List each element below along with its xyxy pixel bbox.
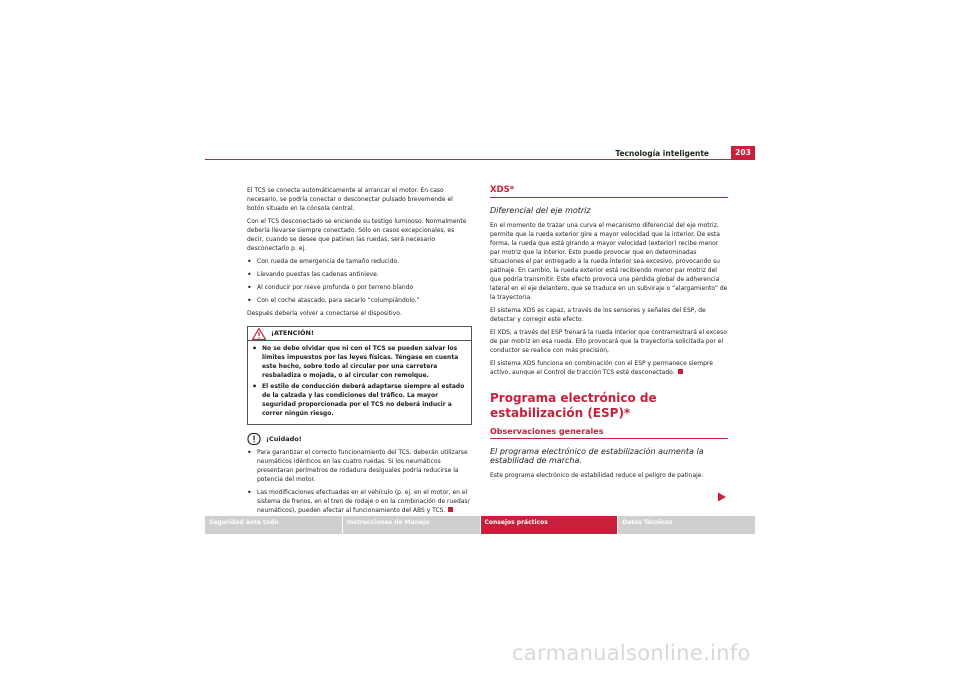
list-item [247,488,472,515]
chapter-heading-esp: Programa electrónico de estabilización (ESP)* [490,391,657,420]
caution-item-text: Las modificaciones efectuadas en el vehículo (p. ej. en el motor, en el sistema de frenos, en el tren de rodaje o en la combinación de ruedas/ neumáticos), pueden afectar al funcionamiento del ABS y TCS. [257,489,470,514]
section-heading-general: Observaciones generales [490,427,728,439]
paragraph: El sistema XDS es capaz, a través de los sensores y señales del ESP, de detectar y corregir este efecto. [490,307,706,323]
list-item: • Para garantizar el correcto funcionamiento del TCS, deberán utilizarse neumáticos idénticos en las cuatro ruedas. Si los neumáticos presentaran perímetros de rodadura desiguales podría reducirse la potencia del motor. [247,448,472,484]
paragraph: El XDS, a través del ESP frenará la rueda interior que contrarrestrará el exceso de par motriz en esa rueda. Ello provocará que la trayectoria solicitada por el conductor se realice con más precisión, [490,329,727,354]
paragraph: En el momento de trazar una curva el mecanismo diferencial del eje motriz, permite que la rueda exterior gire a mayor velocidad que la interior. De esta forma, la rueda que está girando a mayor velocidad (exterior) recibe menor par motriz que la interior. Esto puede provocar que en determinadas situaciones el par entregado a la rueda interior sea excesivo, provocando su patinaje. En cambio, la rueda exterior está recibiendo menor par motriz del que podría transmitir. Este efecto provoca una pérdida global de adherencia lateral en el eje delantero, que se traduce en un subviraje o “alargamiento” de la trayectoria. [490,222,728,301]
footer-tab-instrucciones[interactable]: Instrucciones de Manejo [343,516,481,534]
caution-title: ¡Cuidado! [266,434,302,443]
footer-tab-datos[interactable]: Datos Técnicos [622,519,673,526]
warning-list [252,344,467,418]
page-header [205,146,755,160]
list-item: • Al conducir por nieve profunda o por terreno blando [247,283,472,292]
paragraph: El TCS se conecta automáticamente al arrancar el motor. En caso necesario, se podría conectar o desconectar pulsado brevemende el botón situado en la cónsola central. [247,187,453,212]
footer-tab-seguridad[interactable]: Seguridad ante todo [205,516,343,534]
warning-triangle-icon [252,328,266,340]
subheading-xds: Diferencial del eje motriz [490,206,591,215]
chapter-title: Tecnología inteligente [615,149,709,158]
warning-title: ¡ATENCIÓN! [271,329,314,337]
list-item: • El estilo de conducción deberá adaptarse siempre al estado de la calzada y las condiciones del tráfico. La mayor seguridad proporcionada por el TCS no deberá inducir a correr ningún riesgo. [252,382,467,418]
warning-box [247,326,472,425]
list-item: • Llevando puestas las cadenas antinieve. [247,270,472,279]
list-item: • No se debe olvidar que ni con el TCS se pueden salvar los límites impuestos por las leyes físicas. Téngase en cuenta este hecho, sobre todo al circular por una carretera resbaladiza o mojada, o al circular con remolque. [252,344,467,380]
paragraph [490,359,728,377]
end-of-section-marker [678,369,683,374]
caution-header [247,433,472,445]
warning-header [248,327,471,341]
page-number: 203 [731,146,755,160]
end-of-section-marker [448,507,453,512]
watermark: carmanualsonline.info [512,641,751,665]
paragraph: Después debería volver a conectarse el dispositivo. [247,310,402,317]
header-rule [205,159,755,160]
bullet-list [247,257,472,305]
paragraph: Este programa electrónico de estabilidad reduce el peligro de patinaje. [490,472,704,479]
continue-arrow-icon [717,492,727,502]
section-heading-xds: XDS* [490,186,728,198]
list-item: • Con rueda de emergencia de tamaño reducido. [247,257,472,266]
subheading-esp: El programa electrónico de estabilización aumenta la estabilidad de marcha. [490,447,704,465]
footer-tab-consejos[interactable]: Consejos prácticos [481,516,619,534]
caution-list [247,448,472,515]
right-column [490,186,728,484]
list-item: • Con el coche atascado, para sacarlo “columpiándolo.” [247,296,472,305]
left-column [247,186,472,519]
paragraph-text: El sistema XDS funciona en combinación con el ESP y permanece siempre activo, aunque el Control de tracción TCS esté desconectado. [490,360,713,376]
paragraph: Con el TCS desconectado se enciende su testigo luminoso. Normalmente debería llevarse siempre conectado. Sólo en casos excepcionales, es decir, cuando se desee que patinen las ruedas, será necesario desconectarlo p. ej. [247,218,467,252]
caution-exclamation-icon [247,433,261,445]
warning-body [248,341,471,424]
footer-nav [205,516,755,534]
